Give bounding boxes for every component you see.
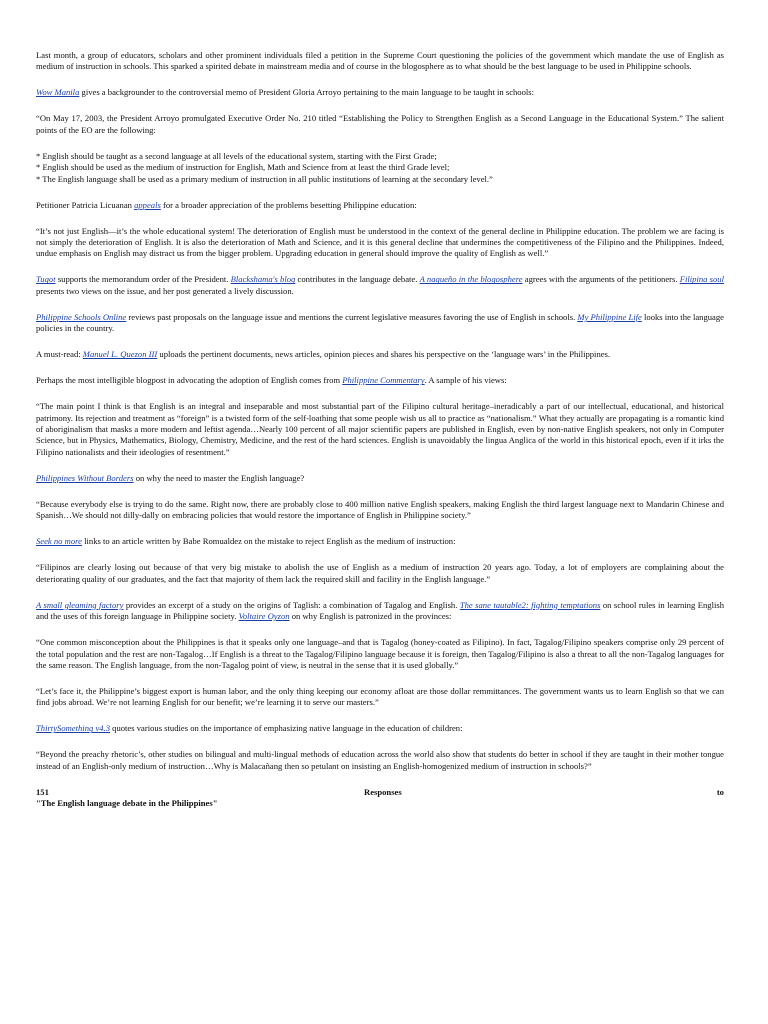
seek-paragraph [36, 536, 724, 547]
tugot-link[interactable]: Tugot [36, 274, 56, 285]
quote-text: “One common misconception about the Philippines is that it speaks only one language–and that is Tagalog (honey-coated as Filipino). In fact, Tagalog/Filipino speakers comprise only 29 percent of the total population and the rest are non-Tagalog…If English is a threat to the Tagalog/Filipino language because it is foreign, then Tagalog/Filipino is also a threat to all the non-Tagalog languages for the same reason. The English language, from the non-Tagalog point of view, is neutral in the sense that it is used globally.” [36, 637, 724, 670]
intro-text: Last month, a group of educators, scholars and other prominent individuals filed a petition in the Supreme Court questioning the policies of the government which mandate the use of English as medium of instruction in schools. This sparked a spirited debate in mainstream media and of course in the blogosphere as to what should be the best language to be used in Philippine schools. [36, 50, 724, 72]
quote-text: “Filipinos are clearly losing out because of that very big mistake to abolish the use of English as a medium of instruction 20 years ago. Today, a lot of employers are complaining about the deteriorating quality of our graduates, and the fact that majority of them lack the required skill and facility in the English language.” [36, 562, 724, 584]
wow-manila-paragraph [36, 87, 724, 98]
my-philippine-life-link[interactable]: My Philippine Life [577, 311, 642, 322]
quote-text: “Let’s face it, the Philippine’s biggest export is human labor, and the only thing keeping our economy afloat are those dollar remmittances. The government wants us to learn English so that we can find jobs abroad. We’re not learning English for our benefit; we’re learning it to serve our masters.” [36, 685, 724, 708]
quote-text: “Because everybody else is trying to do the same. Right now, there are probably close to 400 million native English speakers, making English the third largest language next to Mandarin Chinese and Spanish…We should not dilly-dally on embracing policies that would restore the importance of English in Philippine society.” [36, 498, 724, 521]
labor-quote [36, 686, 724, 709]
paragraph-text: on why the need to master the English language? [133, 472, 305, 483]
wow-manila-link[interactable]: Wow Manila [36, 87, 80, 98]
paragraph-text: supports the memorandum order of the President. [55, 274, 231, 285]
responses-post-title: "The English language debate in the Philippines" [36, 798, 218, 809]
paragraph-text: provides an excerpt of a study on the origins of Taglish: a combination of Tagalog and English. [123, 599, 460, 610]
seek-no-more-link[interactable]: Seek no more [36, 536, 82, 547]
quezon-paragraph [36, 349, 724, 360]
eo-point: * The English language shall be used as a primary medium of instruction in all public institutions of learning at the secondary level.” [36, 173, 493, 184]
paragraph-text: on school rules in learning English and the uses of this foreign language in Philippine society. [36, 599, 724, 622]
quote-text: “The main point I think is that English is an integral and inseparable and most substantial part of the Filipino cultural heritage–ineradicably a part of our intellectual, educational, and historical patrimony. Its rejection and treatment as “foreign” is a twisted form of the self-loathing that some people wish us all to practice as “nationalism.” What they actually are propagating is a romantic kind of aboriginalism that masks a more modern and leftist agenda…Nearly 100 percent of all major scientific papers are published in English, even by non-native English speakers, not only in Computer Science, but in Physics, Mathematics, Biology, Chemistry, Medicine, and the rest of the hard sciences. English is unavoidably the lingua Anglica of the world in this historical epoch, even if it irks the Filipino nationalists and their ideologies of resentment.” [36, 401, 724, 457]
borders-quote [36, 499, 724, 522]
voltaire-oyzon-link[interactable]: Voltaire Oyzon [238, 611, 290, 622]
philippine-commentary-link[interactable]: Philippine Commentary [342, 375, 425, 386]
oyzon-quote [36, 637, 724, 671]
blogs-paragraph [36, 274, 724, 297]
paragraph-text: Petitioner Patricia Licuanan [36, 199, 135, 210]
paragraph-text: looks into the language policies in the country. [36, 311, 724, 334]
manuel-quezon-link[interactable]: Manuel L. Quezon III [82, 349, 158, 360]
schools-paragraph [36, 312, 724, 335]
licuanan-paragraph [36, 200, 724, 211]
thirtysomething-paragraph [36, 723, 724, 734]
thirtysomething-link[interactable]: ThirtySomething v4.3 [36, 723, 110, 734]
paragraph-text: quotes various studies on the importance of emphasizing native language in the education of children: [110, 723, 463, 734]
paragraph-text: agrees with the arguments of the petitioners. [522, 274, 680, 285]
native-language-quote [36, 749, 724, 772]
eo-points-list [36, 151, 724, 185]
licuanan-quote [36, 226, 724, 260]
small-gleaming-factory-link[interactable]: A small gleaming factory [36, 599, 124, 610]
taglish-paragraph [36, 600, 724, 623]
quote-text: “It’s not just English—it’s the whole educational system! The deterioration of English must be understood in the context of the general decline in Philippine education. The problem we are facing is not simply the deterioration of English. It is also the deterioration of Math and Science, and it is this general decline that undermines the competitiveness of the Filipino and the Philippines. Indeed, undue emphasis on English may distract us from the bigger problem. Upgrading education in general should improve the quality of English as well.” [36, 225, 724, 259]
paragraph-text: reviews past proposals on the language issue and mentions the current legislative measures favoring the use of English in schools. [126, 311, 578, 322]
eo-quote-paragraph [36, 113, 724, 136]
responses-label: Responses [363, 786, 402, 797]
responses-to-label: to [716, 786, 724, 797]
quote-text: “On May 17, 2003, the President Arroyo promulgated Executive Order No. 210 titled “Establishing the Policy to Strengthen English as a Second Language in the Educational System.” The salient points of the EO are the following: [36, 113, 724, 135]
appeals-link[interactable]: appeals [134, 199, 161, 210]
philippines-without-borders-link[interactable]: Philippines Without Borders [36, 472, 134, 483]
paragraph-text: links to an article written by Babe Romualdez on the mistake to reject English as the medium of instruction: [81, 536, 456, 547]
blackshama-blog-link[interactable]: Blackshama's blog [230, 274, 296, 285]
paragraph-text: uploads the pertinent documents, news articles, opinion pieces and shares his perspective on the ‘language wars’ in the Philippines. [157, 349, 611, 360]
paragraph-text: presents two views on the issue, and her post generated a lively discussion. [36, 285, 294, 296]
paragraph-text: A must-read: [36, 349, 83, 360]
paragraph-text: for a broader appreciation of the problems besetting Philippine education: [160, 199, 417, 210]
philippine-schools-online-link[interactable]: Philippine Schools Online [36, 311, 127, 322]
eo-point: * English should be used as the medium of instruction for English, Math and Science from at least the third Grade level; [36, 162, 450, 173]
paragraph-text: on why English is patronized in the provinces: [289, 611, 452, 622]
quote-text: “Beyond the preachy rhetoric’s, other studies on bilingual and multi-lingual methods of education across the world also show that students do better in school if they are taught in their mother tongue instead of an English-only medium of instruction…Why is Malacañang then so petulant on insisting an English-homogenized medium of instruction in schools?” [36, 749, 724, 771]
responses-count: 151 [36, 786, 49, 797]
article-body [36, 50, 724, 810]
eo-point: * English should be taught as a second language at all levels of the educational system, starting with the First Grade; [36, 150, 437, 161]
commentary-paragraph [36, 375, 724, 386]
commentary-quote [36, 401, 724, 458]
borders-paragraph [36, 473, 724, 484]
intro-paragraph [36, 50, 724, 73]
sane-tautable-link[interactable]: The sane tautable2: fighting temptations [459, 599, 601, 610]
paragraph-text: contributes in the language debate. [295, 274, 420, 285]
paragraph-text: gives a backgrounder to the controversial memo of President Gloria Arroyo pertaining to the main language to be taught in schools: [79, 87, 535, 98]
responses-header [36, 787, 724, 798]
naguenyo-link[interactable]: A nagueño in the blogosphere [419, 274, 523, 285]
paragraph-text: Perhaps the most intelligible blogpost in advocating the adoption of English comes from [36, 375, 343, 386]
filipina-soul-link[interactable]: Filipina soul [679, 274, 724, 285]
romualdez-quote [36, 562, 724, 585]
paragraph-text: . A sample of his views: [424, 375, 507, 386]
